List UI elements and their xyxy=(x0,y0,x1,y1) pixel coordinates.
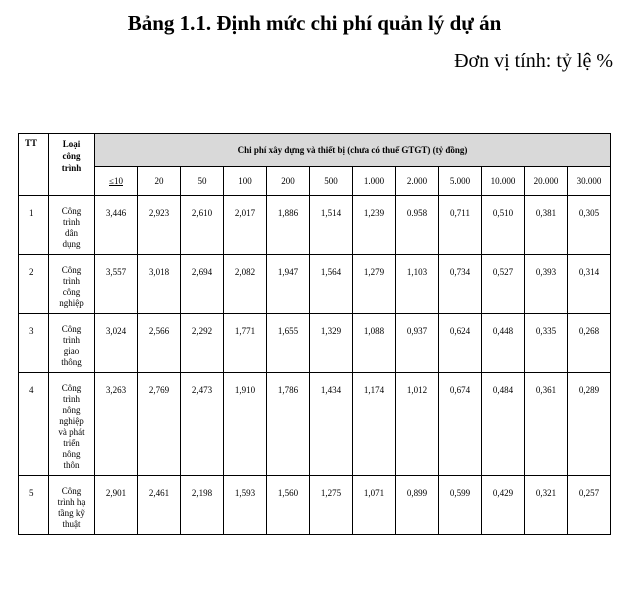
cost-rate-cell: 0,624 xyxy=(439,314,482,373)
column-header: 200 xyxy=(267,167,310,196)
cost-rate-cell: 1,071 xyxy=(353,476,396,535)
project-type-line: triển xyxy=(63,438,80,448)
cost-rate-cell: 1,103 xyxy=(396,255,439,314)
column-header: ≤10 xyxy=(95,167,138,196)
project-type-line: trình xyxy=(63,276,80,286)
header-type-line: trình xyxy=(61,163,82,173)
cost-rate-cell: 2,473 xyxy=(181,373,224,476)
cost-rate-cell: 0,510 xyxy=(482,196,525,255)
project-type-line: trình xyxy=(63,394,80,404)
row-tt: 3 xyxy=(19,314,49,373)
cost-rate-cell: 1,886 xyxy=(267,196,310,255)
cost-rate-cell: 0,321 xyxy=(525,476,568,535)
cost-rate-cell: 1,434 xyxy=(310,373,353,476)
cost-rate-cell: 2,610 xyxy=(181,196,224,255)
cost-rate-cell: 3,024 xyxy=(95,314,138,373)
table-row xyxy=(19,476,611,535)
cost-rate-cell: 1,560 xyxy=(267,476,310,535)
project-type-line: dụng xyxy=(62,239,81,249)
cost-rate-cell: 0,937 xyxy=(396,314,439,373)
project-type-line: Công xyxy=(61,206,82,216)
cost-rate-cell: 1,593 xyxy=(224,476,267,535)
cost-rate-cell: 2,694 xyxy=(181,255,224,314)
cost-rate-cell: 0,899 xyxy=(396,476,439,535)
cost-rate-cell: 0,599 xyxy=(439,476,482,535)
column-header: 5.000 xyxy=(439,167,482,196)
cost-rate-cell: 1,275 xyxy=(310,476,353,535)
cost-rate-cell: 1,564 xyxy=(310,255,353,314)
project-type-line: trình xyxy=(63,217,80,227)
cost-rate-cell: 0,268 xyxy=(568,314,611,373)
column-header-row xyxy=(19,167,611,196)
row-tt: 5 xyxy=(19,476,49,535)
project-type-line: trình xyxy=(63,335,80,345)
cost-rate-cell: 0,484 xyxy=(482,373,525,476)
cost-rate-cell: 0,429 xyxy=(482,476,525,535)
cost-rate-cell: 3,557 xyxy=(95,255,138,314)
project-type-line: trình hạ xyxy=(57,497,86,507)
cost-rate-cell: 2,198 xyxy=(181,476,224,535)
column-header: 10.000 xyxy=(482,167,525,196)
column-header: 100 xyxy=(224,167,267,196)
project-type-line: nông xyxy=(62,405,81,415)
project-type-line: nghiệp xyxy=(59,298,84,308)
project-type-line: nghiệp xyxy=(59,416,84,426)
project-type-line: thuật xyxy=(62,519,81,529)
cost-norm-table xyxy=(18,133,611,535)
cost-rate-cell: 1,012 xyxy=(396,373,439,476)
table-title: Bảng 1.1. Định mức chi phí quản lý dự án xyxy=(127,11,502,35)
header-tt: TT xyxy=(19,134,49,196)
unit-label: Đơn vị tính: tỷ lệ % xyxy=(454,50,613,72)
table-row xyxy=(19,373,611,476)
column-header: 20.000 xyxy=(525,167,568,196)
cost-rate-cell: 2,901 xyxy=(95,476,138,535)
project-type-line: tầng kỹ xyxy=(58,508,85,518)
cost-rate-cell: 0.958 xyxy=(396,196,439,255)
project-type-line: thôn xyxy=(63,460,80,470)
cost-rate-cell: 3,446 xyxy=(95,196,138,255)
column-header: 1.000 xyxy=(353,167,396,196)
column-header: 500 xyxy=(310,167,353,196)
cost-rate-cell: 1,771 xyxy=(224,314,267,373)
project-type-line: giao xyxy=(63,346,80,356)
cost-rate-cell: 2,461 xyxy=(138,476,181,535)
cost-rate-cell: 1,947 xyxy=(267,255,310,314)
cost-rate-cell: 1,174 xyxy=(353,373,396,476)
cost-rate-cell: 1,910 xyxy=(224,373,267,476)
cost-rate-cell: 2,566 xyxy=(138,314,181,373)
header-type-line: công xyxy=(62,151,81,161)
cost-rate-cell: 0,361 xyxy=(525,373,568,476)
cost-rate-cell: 2,292 xyxy=(181,314,224,373)
table-row xyxy=(19,314,611,373)
cost-rate-cell: 1,655 xyxy=(267,314,310,373)
table-row xyxy=(19,255,611,314)
header-cost-group: Chi phí xây dựng và thiết bị (chưa có thuế GTGT) (tỷ đồng) xyxy=(95,134,611,167)
row-tt: 4 xyxy=(19,373,49,476)
project-type-line: Công xyxy=(61,265,82,275)
column-header: 50 xyxy=(181,167,224,196)
cost-rate-cell: 0,335 xyxy=(525,314,568,373)
cost-rate-cell: 1,786 xyxy=(267,373,310,476)
column-header: 30.000 xyxy=(568,167,611,196)
cost-rate-cell: 2,082 xyxy=(224,255,267,314)
cost-rate-cell: 1,239 xyxy=(353,196,396,255)
row-project-type xyxy=(49,476,95,535)
project-type-line: thông xyxy=(61,357,82,367)
row-tt: 2 xyxy=(19,255,49,314)
cost-rate-cell: 2,769 xyxy=(138,373,181,476)
cost-rate-cell: 0,257 xyxy=(568,476,611,535)
cost-rate-cell: 0,734 xyxy=(439,255,482,314)
project-type-line: nông xyxy=(62,449,81,459)
table-row xyxy=(19,196,611,255)
cost-rate-cell: 1,329 xyxy=(310,314,353,373)
cost-rate-cell: 0,305 xyxy=(568,196,611,255)
cost-rate-cell: 0,527 xyxy=(482,255,525,314)
project-type-line: Công xyxy=(61,383,82,393)
column-header: 20 xyxy=(138,167,181,196)
cost-rate-cell: 2,017 xyxy=(224,196,267,255)
cost-rate-cell: 0,674 xyxy=(439,373,482,476)
cost-rate-cell: 3,263 xyxy=(95,373,138,476)
row-project-type xyxy=(49,255,95,314)
cost-rate-cell: 0,289 xyxy=(568,373,611,476)
project-type-line: công xyxy=(62,287,81,297)
cost-rate-cell: 1,279 xyxy=(353,255,396,314)
table-body xyxy=(19,196,611,535)
cost-rate-cell: 0,381 xyxy=(525,196,568,255)
cost-rate-cell: 0,314 xyxy=(568,255,611,314)
header-type-line: Loại xyxy=(62,139,81,149)
cost-rate-cell: 0,393 xyxy=(525,255,568,314)
row-tt: 1 xyxy=(19,196,49,255)
row-project-type xyxy=(49,314,95,373)
cost-rate-cell: 0,711 xyxy=(439,196,482,255)
project-type-line: Công xyxy=(61,324,82,334)
project-type-line: và phát xyxy=(58,427,85,437)
cost-rate-cell: 2,923 xyxy=(138,196,181,255)
row-project-type xyxy=(49,373,95,476)
row-project-type xyxy=(49,196,95,255)
cost-rate-cell: 0,448 xyxy=(482,314,525,373)
cost-rate-cell: 1,088 xyxy=(353,314,396,373)
project-type-line: Công xyxy=(61,486,82,496)
header-row xyxy=(19,134,611,167)
project-type-line: dân xyxy=(65,228,78,238)
header-type xyxy=(49,134,95,196)
column-header: 2.000 xyxy=(396,167,439,196)
cost-rate-cell: 3,018 xyxy=(138,255,181,314)
cost-rate-cell: 1,514 xyxy=(310,196,353,255)
